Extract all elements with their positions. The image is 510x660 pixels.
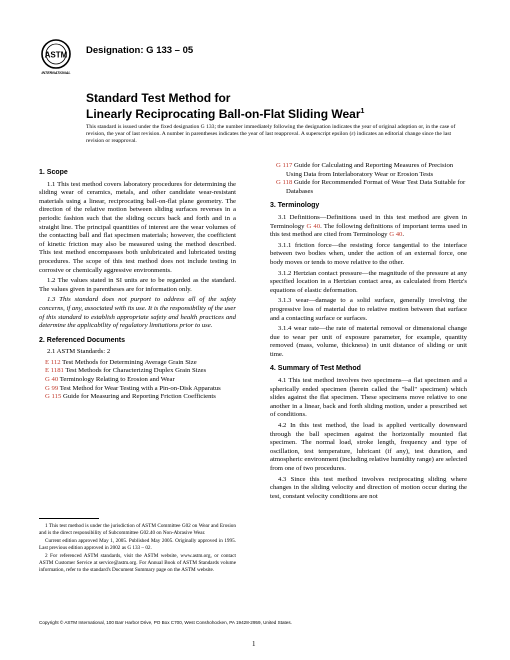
reference-title: Guide for Recommended Format of Wear Test Data Suitable for Databases (286, 179, 466, 195)
title-footnote-mark: 1 (360, 108, 365, 115)
title-line-1: Standard Test Method for (86, 91, 231, 105)
astm-logo-icon (40, 38, 72, 76)
paragraph-2-1: 2.1 ASTM Standards: 2 (47, 348, 111, 356)
footnotes (39, 518, 236, 575)
logo-text: ASTM (44, 50, 68, 60)
terminology-link[interactable]: G 40 (389, 231, 403, 239)
title-line-2 (86, 105, 364, 121)
paragraph-3-1-1: 3.1.1 friction force—the resisting force tangential to the interface between two bodies when, under the action of an external force, one body moves or tends to move relative to the other. (270, 241, 467, 266)
footnote-1-approval: Current edition approved May 1, 2005. Published May 2005. Originally approved in 1995. Last previous edition approved in 2002 as G 133 – 02. (39, 538, 236, 551)
designation: Designation: G 133 – 05 (86, 45, 194, 56)
reference-title: Guide for Measuring and Reporting Friction Coefficients (62, 393, 216, 401)
reference-item[interactable] (39, 359, 236, 368)
logo-subtext: INTERNATIONAL (41, 71, 71, 75)
paragraph-4-1: 4.1 This test method involves two specimens—a flat specimen and a spherically ended specimen (herein called the "ball" specimen) which slides against the flat specimen. These specimens move relative to one another in a linear, back and forth sliding motion, under a prescribed set of conditions. (270, 377, 467, 419)
reference-item[interactable] (270, 179, 467, 196)
reference-code-link[interactable]: G 40 (45, 376, 59, 384)
reference-item[interactable] (39, 367, 236, 376)
paragraph-3-1-text: . (402, 231, 405, 239)
page-number: 1 (252, 640, 256, 648)
paragraph-3-1-3: 3.1.3 wear—damage to a solid surface, generally involving the progressive loss of material due to relative motion between that surface and a contacting surface or surfaces. (270, 297, 467, 322)
paragraph-3-1-text: 3.1 Definitions—Definitions used in this test method are given in Terminology (270, 213, 467, 230)
paragraph-3-1-text: . The following definitions of important terms used in this test method are cited from Terminology (270, 222, 467, 239)
reference-title: Test Methods for Characterizing Duplex Grain Sizes (65, 367, 207, 375)
right-column (270, 163, 467, 503)
section-heading-summary: 4. Summary of Test Method (270, 365, 361, 373)
title-text: Linearly Reciprocating Ball-on-Flat Sliding Wear (86, 107, 361, 121)
reference-item[interactable] (270, 162, 467, 179)
reference-code-link[interactable]: G 99 (45, 384, 59, 392)
paragraph-3-1 (270, 214, 467, 240)
reference-code-link[interactable]: G 115 (45, 393, 62, 401)
reference-item[interactable] (39, 376, 236, 385)
intro-paragraph: This standard is issued under the fixed designation G 133; the number immediately following the designation indicates the year of original adoption or, in the case of revision, the year of last revision. A number in parentheses indicates the year of last reapproval. A superscript epsilon (ε) indicates an editorial change since the last revision or reapproval. (86, 124, 456, 145)
section-heading-terminology: 3. Terminology (270, 202, 320, 210)
reference-title: Guide for Calculating and Reporting Measures of Precision Using Data from Interlaboratory Wear or Erosion Tests (286, 162, 454, 178)
paragraph-4-3: 4.3 Since this test method involves reciprocating sliding where changes in the sliding velocity and direction of motion occur during the test, constant velocity conditions are not (270, 475, 467, 500)
reference-code-link[interactable]: E 1181 (45, 367, 64, 375)
copyright-notice: Copyright © ASTM International, 100 Barr Harbor Drive, PO Box C700, West Conshohocken, PA 19428-2959, United States. (39, 620, 292, 625)
paragraph-1-3: 1.3 This standard does not purport to address all of the safety concerns, if any, associated with its use. It is the responsibility of the user of this standard to establish appropriate safety and health practices and determine the applicability of regulatory limitations prior to use. (39, 296, 236, 330)
reference-code-link[interactable]: E 112 (45, 358, 61, 366)
section-heading-referenced-documents: 2. Referenced Documents (39, 336, 125, 344)
reference-item[interactable] (39, 393, 236, 402)
paragraph-1-2: 1.2 The values stated in SI units are to be regarded as the standard. The values given in parentheses are for information only. (39, 277, 236, 293)
section-heading-scope: 1. Scope (39, 169, 68, 176)
footnote-1: 1 This test method is under the jurisdiction of ASTM Committee G02 on Wear and Erosion and is the direct responsibility of Subcommittee G02.40 on Non-Abrasive Wear. (39, 523, 236, 536)
footnote-2: 2 For referenced ASTM standards, visit the ASTM website, www.astm.org, or contact ASTM Customer Service at service@astm.org. For Annual Book of ASTM Standards volume information, refer to the standard's Document Summary page on the ASTM website. (39, 553, 236, 573)
terminology-link[interactable]: G 40 (306, 222, 321, 230)
reference-title: Test Method for Wear Testing with a Pin-on-Disk Apparatus (59, 384, 221, 392)
paragraph-3-1-2: 3.1.2 Hertzian contact pressure—the magnitude of the pressure at any specified location in a Hertzian contact area, as calculated from Hertz's equations of elastic deformation. (270, 269, 467, 294)
reference-title: Test Methods for Determining Average Grain Size (62, 358, 197, 366)
paragraph-3-1-4: 3.1.4 wear rate—the rate of material removal or dimensional change due to wear per unit of exposure parameter, for example, quantity removed (mass, volume, thickness) in unit distance of sliding or unit time. (270, 325, 467, 358)
document-title (86, 92, 364, 121)
reference-title: Terminology Relating to Erosion and Wear (59, 376, 175, 384)
reference-code-link[interactable]: G 118 (276, 179, 293, 187)
reference-item[interactable] (39, 385, 236, 394)
paragraph-4-2: 4.2 In this test method, the load is applied vertically downward through the ball specimen against the horizontally mounted flat specimen. The normal load, stroke length, frequency and type of oscillation, test temperature, lubricant (if any), test duration, and atmospheric environment (including relative humidity range) are selected from one of two procedures. (270, 422, 467, 472)
reference-code-link[interactable]: G 117 (276, 162, 293, 169)
left-column (39, 163, 236, 402)
footnote-divider (39, 518, 99, 519)
paragraph-1-1: 1.1 This test method covers laboratory procedures for determining the sliding wear of ceramics, metals, and other candidate wear-resistant materials using a linear, reciprocating ball-on-flat plane geometry. The direction of the relative motion between sliding surfaces reverses in a periodic fashion such that the sliding occurs back and forth and in a straight line. The principal quantities of interest are the wear volumes of the contacting ball and flat specimen materials; however, the coefficient of kinetic friction may also be measured using the method described. This test method encompasses both unlubricated and lubricated testing procedures. The scope of this test method does not include testing in corrosive or chemically aggressive environments. (39, 180, 236, 274)
